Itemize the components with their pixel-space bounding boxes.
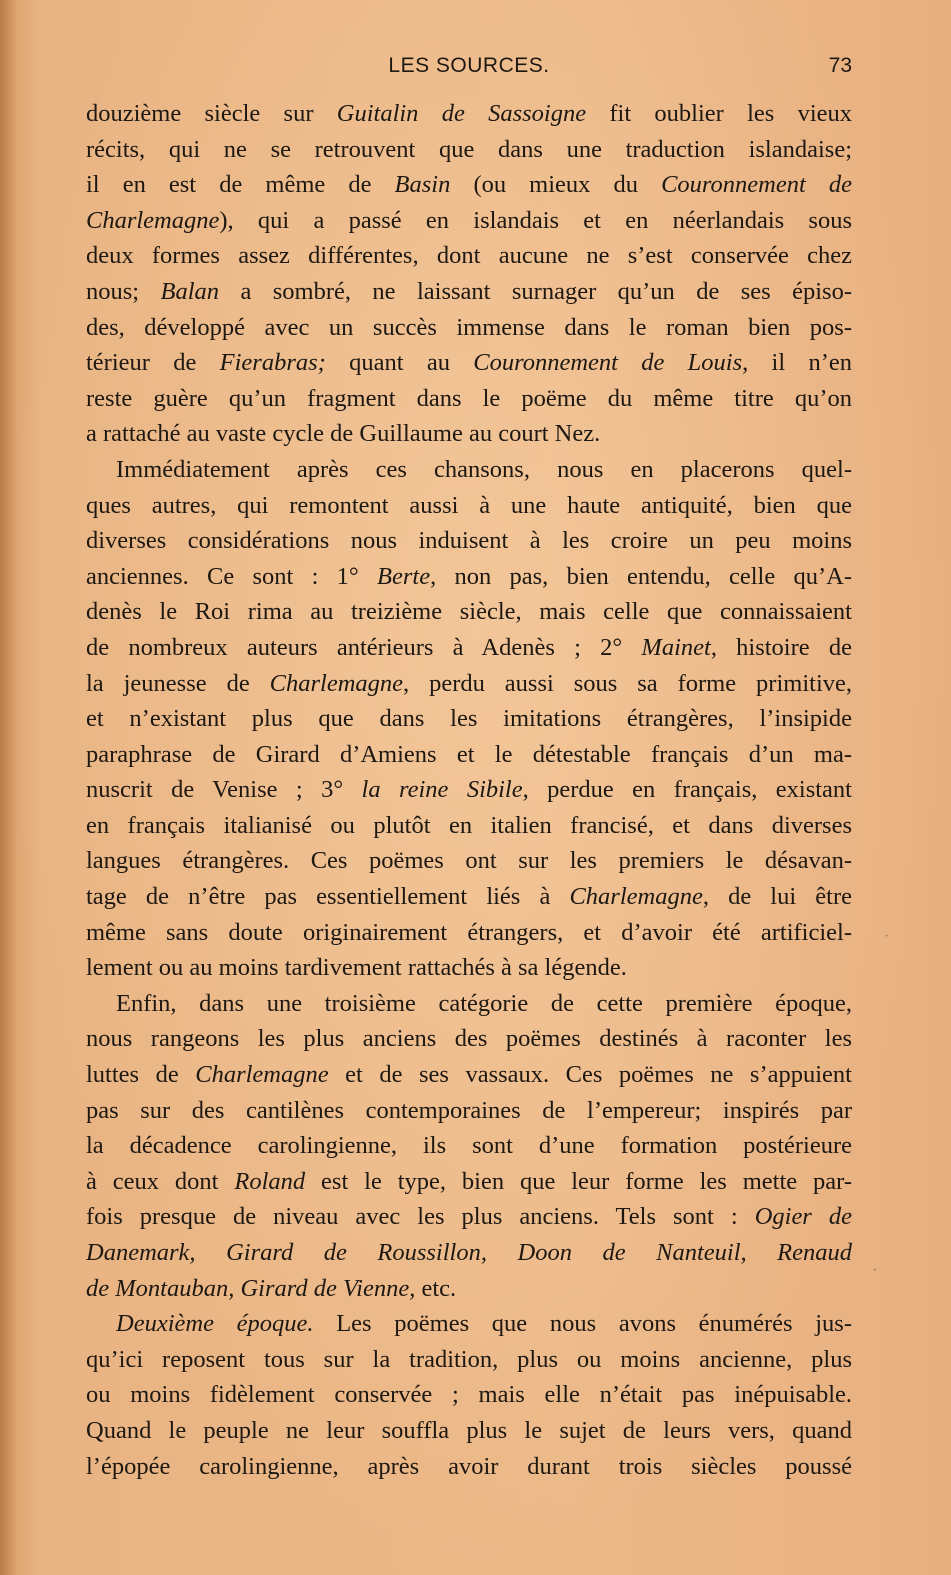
italic-title: Danemark, Girard de Roussillon, Doon de Nanteuil, Renaud <box>86 1239 852 1266</box>
body-text <box>86 96 852 1484</box>
text-line: deux formes assez différentes, dont aucune ne s’est conservée chez <box>86 242 852 270</box>
italic-title: Guitalin de Sassoigne <box>336 100 587 127</box>
italic-title: Charlemagne <box>569 883 703 911</box>
text-line: nous rangeons les plus anciens des poëmes destinés à raconter les <box>86 1025 852 1053</box>
header-title: LES SOURCES. <box>388 54 550 77</box>
paragraph-last-line: a rattaché au vaste cycle de Guillaume au court Nez. <box>86 420 601 448</box>
text-line: la jeunesse de Charlemagne, perdu aussi sous sa forme primitive, <box>86 669 852 697</box>
italic-title: Couronnement de <box>661 171 852 199</box>
text-line: la décadence carolingienne, ils sont d’une formation postérieure <box>86 1132 852 1160</box>
text-line: en français italianisé ou plutôt en italien francisé, et dans diverses <box>86 811 852 839</box>
text-line: diverses considérations nous induisent à les croire un peu moins <box>86 527 852 555</box>
paragraph-first-line: Enfin, dans une troisième catégorie de cette première époque, <box>116 989 852 1017</box>
italic-title: de Montauban, Girard de Vienne, <box>86 1274 416 1302</box>
italic-title: Charlemagne <box>269 669 404 697</box>
paragraph-first-line: Immédiatement après ces chansons, nous en placerons quel- <box>116 455 852 483</box>
italic-title: Couronnement de Louis <box>473 349 743 377</box>
text-line: nous; Balan a sombré, ne laissant surnager qu’un de ses épiso- <box>86 277 852 305</box>
italic-title: Balan <box>160 277 220 305</box>
margin-speck: · <box>872 1262 878 1279</box>
text-line: denès le Roi rima au treizième siècle, mais celle que connaissaient <box>86 598 852 626</box>
paragraph-last-line: de Montauban, Girard de Vienne, etc. <box>86 1274 457 1302</box>
italic-title: Ogier de <box>754 1203 852 1231</box>
text-line: langues étrangères. Ces poëmes ont sur les premiers le désavan- <box>86 847 852 875</box>
italic-title: Mainet <box>641 633 711 661</box>
paragraph-first-line: Deuxième époque. Les poëmes que nous avons énumérés jus- <box>116 1310 852 1338</box>
text-line: de nombreux auteurs antérieurs à Adenès ; 2° Mainet, histoire de <box>86 633 852 661</box>
page-number: 73 <box>828 54 852 77</box>
running-head <box>86 54 852 84</box>
italic-title: Basin <box>394 171 451 199</box>
text-line: ques autres, qui remontent aussi à une haute antiquité, bien que <box>86 491 852 519</box>
text-line: ou moins fidèlement conservée ; mais elle n’était pas inépuisable. <box>86 1381 852 1409</box>
text-line: tage de n’être pas essentiellement liés à Charlemagne, de lui être <box>86 883 852 911</box>
italic-title: Roland <box>234 1167 306 1195</box>
italic-title: Berte <box>377 562 431 590</box>
italic-title: Deuxième époque. <box>116 1310 314 1338</box>
italic-title: Fierabras; <box>219 349 326 377</box>
italic-title: Charlemagne <box>195 1061 329 1089</box>
text-line: il en est de même de Basin (ou mieux du Couronnement de <box>86 171 852 199</box>
italic-title: Charlemagne <box>86 206 220 234</box>
text-line: à ceux dont Roland est le type, bien que leur forme les mette par- <box>86 1167 852 1195</box>
text-line: même sans doute originairement étrangers, et d’avoir été artificiel- <box>86 918 852 946</box>
text-line: pas sur des cantilènes contemporaines de l’empereur; inspirés par <box>86 1096 852 1124</box>
text-line <box>86 1235 852 1271</box>
text-line: reste guère qu’un fragment dans le poëme du même titre qu’on <box>86 384 852 412</box>
text-line: anciennes. Ce sont : 1° Berte, non pas, bien entendu, celle qu’A- <box>86 562 852 590</box>
text-line: luttes de Charlemagne et de ses vassaux. Ces poëmes ne s’appuient <box>86 1061 852 1089</box>
text-line: qu’ici reposent tous sur la tradition, plus ou moins ancienne, plus <box>86 1345 852 1373</box>
text-line: térieur de Fierabras; quant au Couronnement de Louis, il n’en <box>86 349 852 377</box>
margin-speck: · <box>884 928 890 945</box>
text-line: douzième siècle sur Guitalin de Sassoigne fit oublier les vieux <box>86 100 852 127</box>
page-edge-shadow <box>0 0 18 1575</box>
text-line: l’épopée carolingienne, après avoir durant trois siècles poussé <box>86 1452 852 1480</box>
text-line: des, développé avec un succès immense dans le roman bien pos- <box>86 313 852 341</box>
text-line: fois presque de niveau avec les plus anciens. Tels sont : Ogier de <box>86 1203 852 1231</box>
text-line: paraphrase de Girard d’Amiens et le détestable français d’un ma- <box>86 740 852 768</box>
italic-title: la reine Sibile <box>361 776 523 804</box>
text-line: et n’existant plus que dans les imitations étrangères, l’insipide <box>86 705 852 733</box>
text-line: Quand le peuple ne leur souffla plus le sujet de leurs vers, quand <box>86 1416 852 1444</box>
text-line: Charlemagne), qui a passé en islandais et en néerlandais sous <box>86 206 852 234</box>
paragraph-last-line: lement ou au moins tardivement rattachés à sa légende. <box>86 954 627 982</box>
text-line: nuscrit de Venise ; 3° la reine Sibile, perdue en français, existant <box>86 776 852 804</box>
text-line: récits, qui ne se retrouvent que dans une traduction islandaise; <box>86 135 852 163</box>
